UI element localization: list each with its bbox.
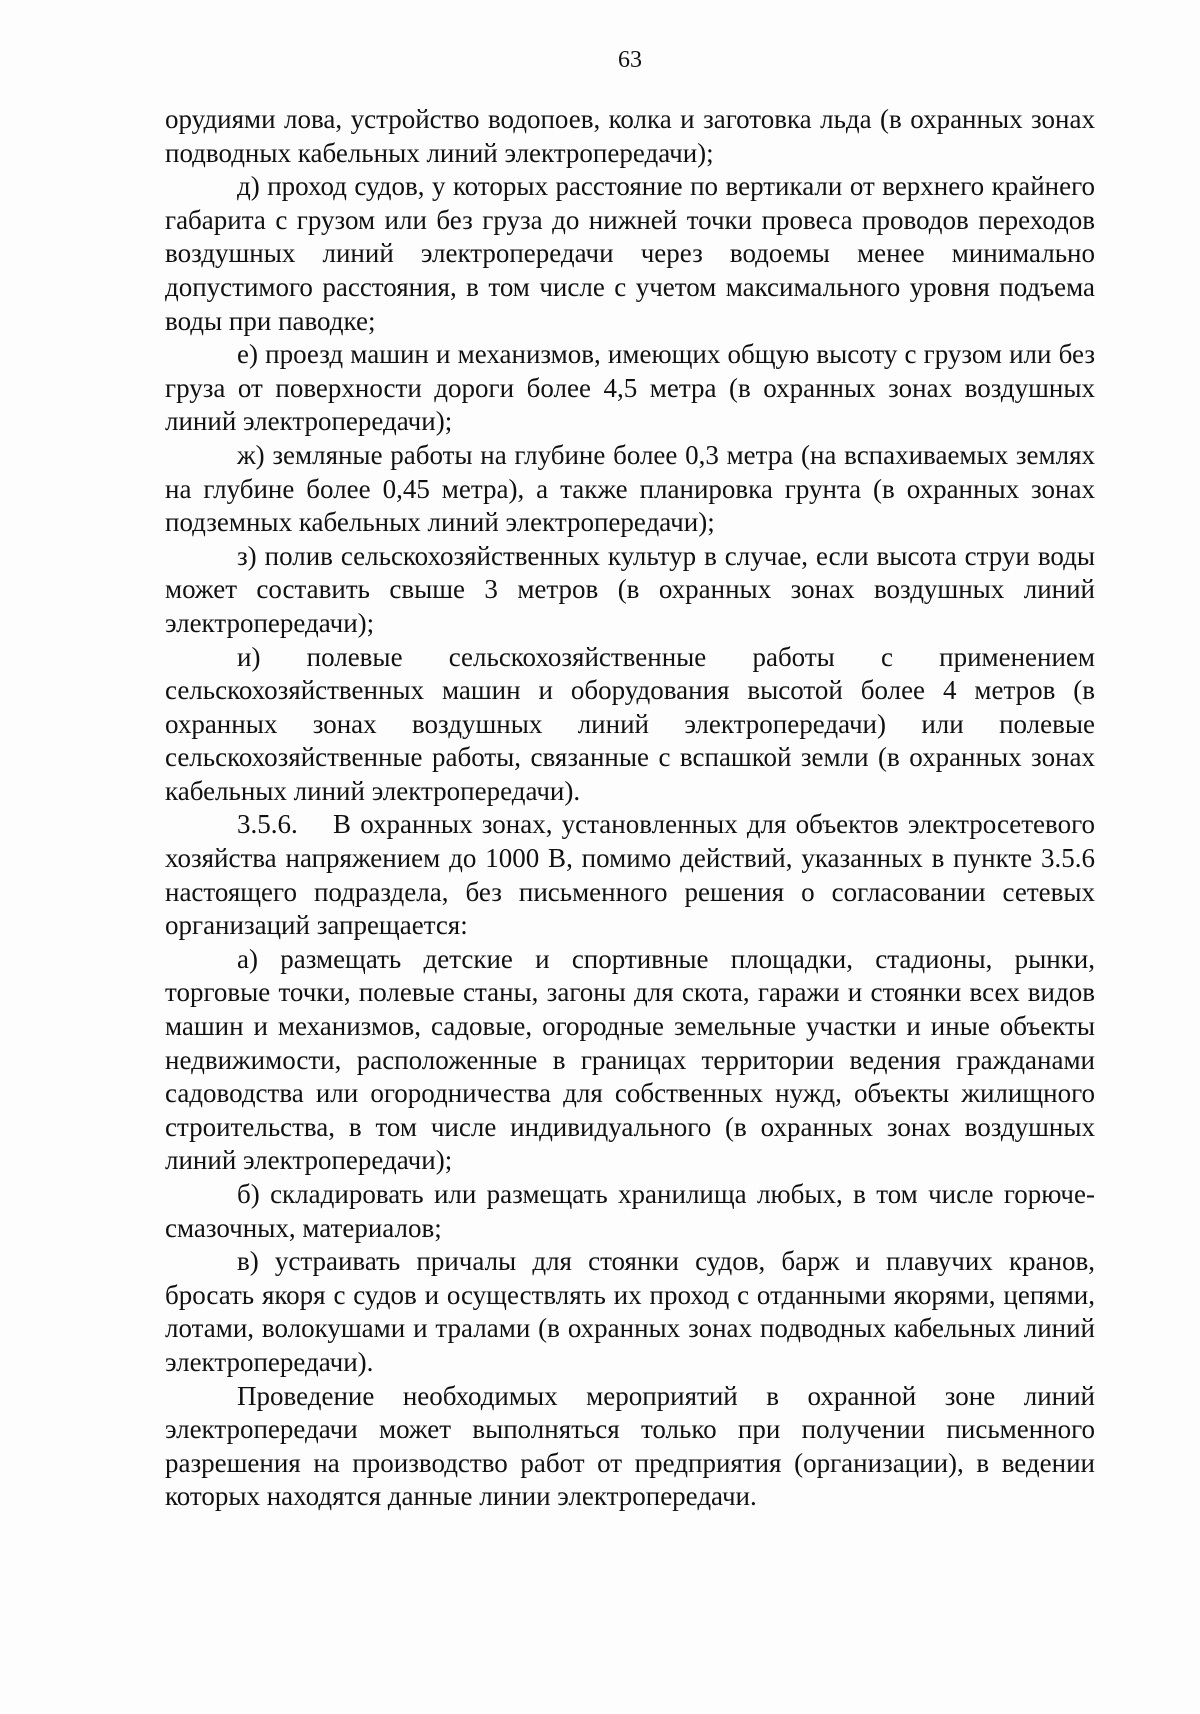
paragraph-item-a: а) размещать детские и спортивные площадки, стадионы, рынки, торговые точки, полевые станы, загоны для скота, гаражи и стоянки всех видов машин и механизмов, садовые, огородные земельные участки и иные объекты недвижимости, расположенные в границах территории ведения гражданами садоводства или огородничества для собственных нужд, объекты жилищного строительства, в том числе индивидуального (в охранных зонах воздушных линий электропередачи); xyxy=(165,943,1095,1176)
paragraph-item-e: е) проезд машин и механизмов, имеющих общую высоту с грузом или без груза от поверхности дороги более 4,5 метра (в охранных зонах воздушных линий электропередачи); xyxy=(165,339,1095,437)
paragraph-item-zh: ж) земляные работы на глубине более 0,3 метра (на вспахиваемых землях на глубине более 0,45 метра), а также планировка грунта (в охранных зонах подземных кабельных линий электропередачи); xyxy=(165,439,1095,538)
paragraph-item-i: и) полевые сельскохозяйственные работы с применением сельскохозяйственных машин и оборудования высотой более 4 метров (в охранных зонах воздушных линий электропередачи) или полевые сельскохозяйственные работы, связанные с вспашкой земли (в охранных зонах кабельных линий электропередачи). xyxy=(165,641,1095,806)
clause-paragraph xyxy=(165,808,1095,942)
paragraph-continuation: орудиями лова, устройство водопоев, колка и заготовка льда (в охранных зонах подводных кабельных линий электропередачи); xyxy=(165,104,1095,168)
clause-text: В охранных зонах, установленных для объектов электросетевого хозяйства напряжением до 1000 В, помимо действий, указанных в пункте 3.5.6 настоящего подраздела, без письменного решения о согласовании сетевых организаций запрещается: xyxy=(165,809,1095,941)
paragraph-item-b: б) складировать или размещать хранилища любых, в том числе горюче-смазочных, материалов; xyxy=(165,1179,1095,1243)
paragraph-item-v: в) устраивать причалы для стоянки судов, барж и плавучих кранов, бросать якоря с судов и осуществлять их проход с отданными якорями, цепями, лотами, волокушами и тралами (в охранных зонах подводных кабельных линий электропередачи). xyxy=(165,1246,1095,1377)
paragraph-closing: Проведение необходимых мероприятий в охранной зоне линий электропередачи может выполняться только при получении письменного разрешения на производство работ от предприятия (организации), в ведении которых находятся данные линии электропередачи. xyxy=(165,1380,1095,1512)
paragraph-item-d: д) проход судов, у которых расстояние по вертикали от верхнего крайнего габарита с грузом или без груза до нижней точки провеса проводов переходов воздушных линий электропередачи через водоемы менее минимально допустимого расстояния, в том числе с учетом максимального уровня подъема воды при паводке; xyxy=(165,171,1095,336)
paragraph-item-z: з) полив сельскохозяйственных культур в случае, если высота струи воды может составить свыше 3 метров (в охранных зонах воздушных линий электропередачи); xyxy=(165,540,1095,638)
page-number: 63 xyxy=(618,47,642,73)
document-body xyxy=(165,103,1095,1514)
clause-number: 3.5.6. xyxy=(237,809,298,840)
